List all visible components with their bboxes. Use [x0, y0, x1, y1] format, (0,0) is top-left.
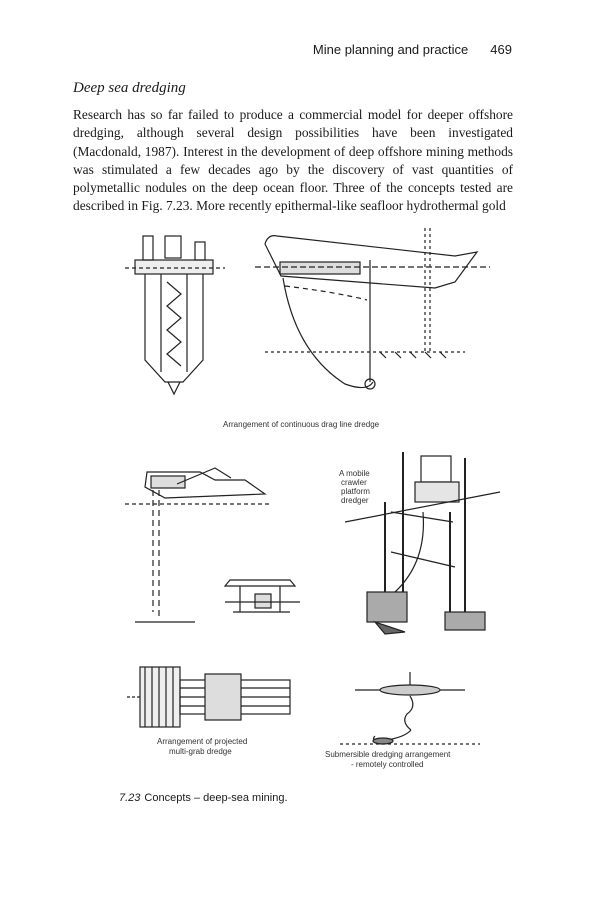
label-crawler-2: crawler [341, 478, 367, 487]
submersible-drawing [340, 672, 480, 744]
grab-detail-drawing [225, 580, 300, 612]
label-crawler-1: A mobile [339, 469, 370, 478]
figure-7-23 [105, 222, 505, 787]
label-crawler-4: dredger [341, 496, 369, 505]
label-multigrab-2: multi-grab dredge [169, 747, 232, 756]
figure-illustration [105, 222, 505, 787]
crawler-dredger-drawing [345, 452, 500, 634]
section-title: Deep sea dredging [73, 80, 186, 96]
label-submersible-2: - remotely controlled [351, 760, 424, 769]
figure-caption [119, 792, 288, 804]
multigrab-plan-drawing [127, 667, 290, 727]
multigrab-side-drawing [125, 468, 270, 622]
drag-line-dredge-drawing [255, 228, 490, 389]
vertical-dredge-drawing [125, 236, 225, 394]
running-header [313, 42, 512, 57]
caption-text: Concepts – deep-sea mining. [144, 792, 288, 804]
running-title: Mine planning and practice [312, 42, 469, 57]
page-number: 469 [490, 42, 512, 57]
body-paragraph: Research has so far failed to produce a commercial model for deeper offshore dredging, although several design possibilities have been investigated (Macdonald, 1987). Interest in the development of deep offshore mining methods was stimulated a few decades ago by the discovery of vast quantities of polymetallic nodules on the deep ocean floor. Three of the concepts tested are described in Fig. 7.23. More recently epithermal-like seafloor hydrothermal gold [73, 107, 513, 214]
label-multigrab-1: Arrangement of projected [157, 737, 248, 746]
label-drag-line: Arrangement of continuous drag line dredge [223, 420, 380, 429]
caption-number: 7.23 [119, 792, 141, 804]
label-submersible-1: Submersible dredging arrangement [325, 750, 451, 759]
label-crawler-3: platform [341, 487, 370, 496]
